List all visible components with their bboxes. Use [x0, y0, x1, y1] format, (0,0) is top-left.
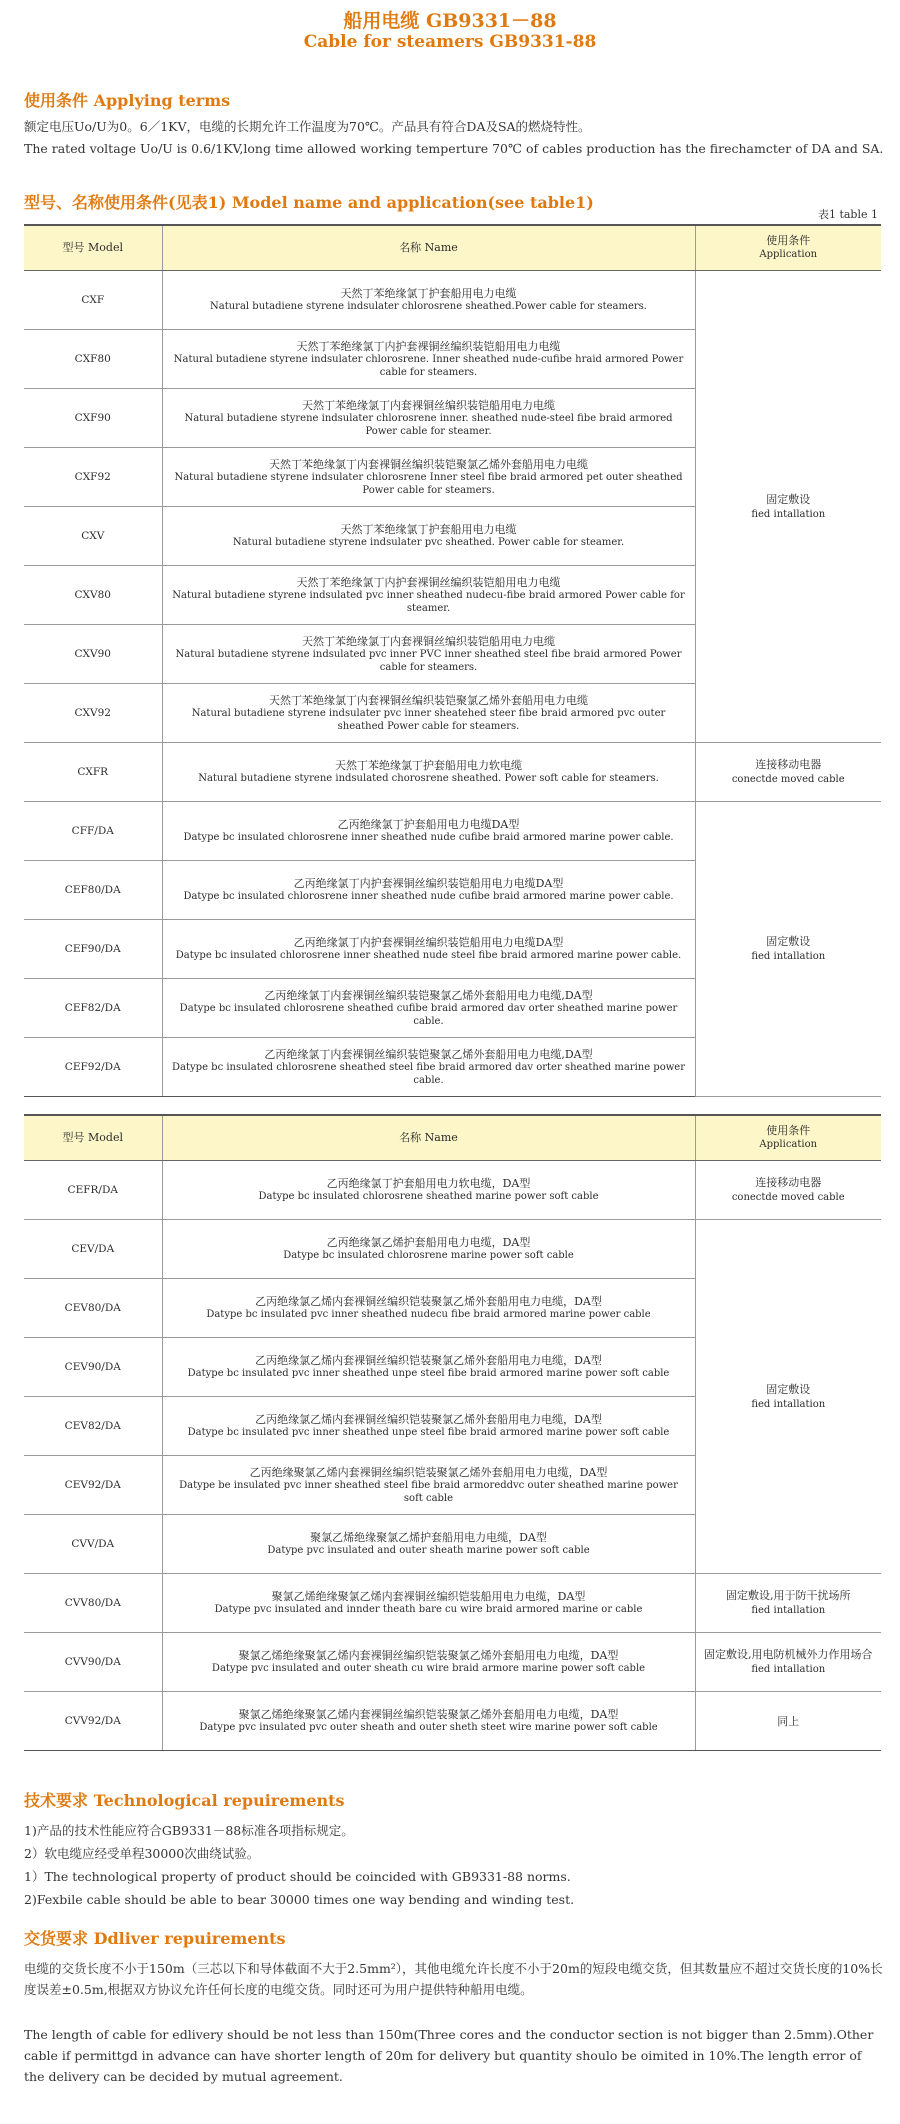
model-cell: CEF80/DA	[24, 861, 162, 920]
name-zh: 天然丁苯绝缘氯丁护套船用电力电缆	[340, 523, 517, 536]
column-header-application-zh: 使用条件	[766, 1124, 811, 1137]
name-zh: 乙丙绝缘氯丁护套船用电力软电缆，DA型	[326, 1177, 531, 1190]
name-zh: 乙丙绝缘氯乙烯护套船用电力电缆，DA型	[326, 1236, 531, 1249]
applying-terms-text-zh: 额定电压Uo/U为0。6／1KV，电缆的长期允许工作温度为70℃。产品具有符合DA及SA的燃烧特性。	[24, 119, 591, 134]
model-cell: CXF90	[24, 389, 162, 448]
application-cell	[695, 743, 881, 802]
table-row	[24, 1220, 881, 1279]
name-cell	[162, 684, 695, 743]
name-zh: 乙丙绝缘氯乙烯内套裸铜丝编织铠装聚氯乙烯外套船用电力电缆，DA型	[255, 1354, 602, 1367]
model-cell: CXF80	[24, 330, 162, 389]
name-cell	[162, 979, 695, 1038]
name-en: Datype bc insulated chlorosrene inner sheathed nude steel fibe braid armored marine power cable.	[175, 950, 682, 961]
application-cell	[695, 271, 881, 743]
model-cell: CEV82/DA	[24, 1397, 162, 1456]
name-cell	[162, 1279, 695, 1338]
name-en: Natural butadiene styrene indsulater chlorosrene inner. sheathed nude-steel fibe braid armored Power cable for steamer.	[184, 412, 673, 437]
name-en: Datype bc insulated chlorosrene inner sheathed nude cufibe braid armored marine power cable.	[183, 891, 674, 902]
name-en: Datype bc insulated pvc inner sheathed unpe steel fibe braid armored marine power soft cable	[187, 1427, 670, 1438]
name-zh: 聚氯乙烯绝缘聚氯乙烯内套裸铜丝编织铠装聚氯乙烯外套船用电力电缆，DA型	[238, 1649, 619, 1662]
model-cell: CEV/DA	[24, 1220, 162, 1279]
table-row	[24, 1633, 881, 1692]
name-zh: 天然丁苯绝缘氯丁内套裸铜丝编织装铠聚氯乙烯外套船用电力电缆	[269, 457, 588, 471]
table-header-row	[24, 1115, 881, 1161]
name-cell	[162, 271, 695, 330]
name-cell	[162, 566, 695, 625]
name-cell	[162, 1397, 695, 1456]
name-zh: 天然丁苯绝缘氯丁护套船用电力软电缆	[335, 759, 522, 772]
name-zh: 天然丁苯绝缘氯丁护套船用电力电缆	[340, 287, 517, 300]
application-en: fied intallation	[751, 1664, 826, 1675]
table-row	[24, 271, 881, 330]
application-cell	[695, 1220, 881, 1574]
table-row	[24, 802, 881, 861]
application-cell	[695, 1633, 881, 1692]
name-en: Datype bc insulated pvc inner sheathed unpe steel fibe braid armored marine power soft cable	[187, 1368, 670, 1379]
column-header-model: 型号 Model	[24, 1115, 162, 1161]
name-zh: 乙丙绝缘氯乙烯内套裸铜丝编织铠装聚氯乙烯外套船用电力电缆，DA型	[255, 1413, 602, 1426]
name-en: Natural butadiene styrene indsulater chlorosrene sheathed.Power cable for steamers.	[210, 301, 647, 312]
name-cell	[162, 1220, 695, 1279]
delivery-heading: 交货要求 Ddliver repuirements	[24, 1929, 286, 1948]
application-cell	[695, 802, 881, 1097]
name-en: Datype pvc insulated and outer sheath cu wire braid armore marine power soft cable	[211, 1663, 646, 1674]
name-en: Datype pvc insulated and outer sheath marine power soft cable	[267, 1545, 590, 1556]
application-zh: 连接移动电器	[755, 758, 822, 771]
name-zh: 乙丙绝缘氯丁内护套裸铜丝编织装铠船用电力电缆DA型	[293, 936, 564, 949]
name-en: Natural butadiene styrene indsulated chorosrene sheathed. Power soft cable for steamers.	[198, 773, 659, 784]
name-cell	[162, 1692, 695, 1751]
model-cell: CEF92/DA	[24, 1038, 162, 1097]
model-table-2	[24, 1114, 881, 1751]
model-cell: CEF90/DA	[24, 920, 162, 979]
name-en: Datype bc insulated chlorosrene sheathed marine power soft cable	[258, 1191, 599, 1202]
application-en: fied intallation	[751, 1605, 826, 1616]
application-en: fied intallation	[751, 951, 826, 962]
column-header-application-zh: 使用条件	[766, 234, 811, 247]
name-zh: 聚氯乙烯绝缘聚氯乙烯护套船用电力电缆，DA型	[310, 1531, 547, 1544]
application-en: conectde moved cable	[731, 1192, 845, 1203]
name-zh: 聚氯乙烯绝缘聚氯乙烯内套裸铜丝编织铠装船用电力电缆，DA型	[271, 1590, 586, 1603]
table-row	[24, 1574, 881, 1633]
name-en: Datype bc insulated chlorosrene marine power soft cable	[283, 1250, 574, 1261]
applying-terms-text-en: The rated voltage Uo/U is 0.6/1KV,long time allowed working temperture 70℃ of cables production has the firechamcter of DA and SA.	[24, 141, 884, 156]
name-en: Natural butadiene styrene indsulater pvc inner sheatehed steer fibe braid armored pvc outer sheathed Power cable for steamers.	[191, 707, 666, 732]
column-header-application-en: Application	[759, 1139, 818, 1150]
name-en: Datype bc insulated chlorosrene sheathed cufibe braid armored dav orter sheathed marine power cable.	[179, 1002, 678, 1027]
name-cell	[162, 1515, 695, 1574]
table-row	[24, 1692, 881, 1751]
name-zh: 乙丙绝缘聚氯乙烯内套裸铜丝编织铠装聚氯乙烯外套船用电力电缆，DA型	[249, 1465, 608, 1479]
tech-heading: 技术要求 Technological repuirements	[24, 1791, 345, 1810]
application-cell	[695, 1692, 881, 1751]
name-en: Datype pvc insulated and innder theath bare cu wire braid armored marine or cable	[214, 1604, 643, 1615]
name-cell	[162, 330, 695, 389]
name-cell	[162, 1038, 695, 1097]
application-zh: 固定敷设	[766, 935, 811, 948]
column-header-application-en: Application	[759, 249, 818, 260]
tech-line-3: 1）The technological property of product should be coincided with GB9331-88 norms.	[24, 1869, 571, 1884]
name-zh: 乙丙绝缘氯乙烯内套裸铜丝编织铠装聚氯乙烯外套船用电力电缆，DA型	[255, 1295, 602, 1308]
name-zh: 乙丙绝缘氯丁内套裸铜丝编织装铠聚氯乙烯外套船用电力电缆,DA型	[264, 1047, 593, 1061]
name-zh: 天然丁苯绝缘氯丁内套裸铜丝编织装铠聚氯乙烯外套船用电力电缆	[269, 693, 588, 707]
application-en: fied intallation	[751, 508, 826, 520]
model-cell: CFF/DA	[24, 802, 162, 861]
name-cell	[162, 507, 695, 566]
name-zh: 天然丁苯绝缘氯丁内套裸铜丝编织装铠船用电力电缆	[302, 398, 555, 412]
applying-terms-heading: 使用条件 Applying terms	[24, 91, 231, 110]
name-cell	[162, 743, 695, 802]
name-cell	[162, 1338, 695, 1397]
model-cell: CXV90	[24, 625, 162, 684]
column-header-name: 名称 Name	[162, 225, 695, 271]
application-zh: 固定敷设	[766, 1382, 811, 1396]
application-zh: 固定敷设,用电防机械外力作用场合	[704, 1648, 873, 1661]
model-cell: CXF	[24, 271, 162, 330]
name-zh: 聚氯乙烯绝缘聚氯乙烯内套裸铜丝编织铠装聚氯乙烯外套船用电力电缆，DA型	[238, 1708, 619, 1721]
model-cell: CEV90/DA	[24, 1338, 162, 1397]
name-cell	[162, 448, 695, 507]
model-cell: CEFR/DA	[24, 1161, 162, 1220]
delivery-text-zh: 电缆的交货长度不小于150m（三芯以下和导体截面不大于2.5mm²），其他电缆允许长度不小于20m的短段电缆交货，但其数量应不超过交货长度的10%长度误差±0.5m,根据双方协议允许任何长度的电缆交货。同时还可为用户提供特种船用电缆。	[24, 1961, 883, 1997]
name-cell	[162, 920, 695, 979]
tech-line-2: 2）软电缆应经受单程30000次曲绕试验。	[24, 1846, 260, 1861]
model-table-1	[24, 224, 881, 1097]
name-en: Datype bc insulated chlorosrene sheathed steel fibe braid armored dav orter sheathed marine power cable.	[172, 1061, 685, 1086]
model-cell: CEV92/DA	[24, 1456, 162, 1515]
application-zh: 固定敷设,用于防干扰场所	[726, 1589, 851, 1602]
name-cell	[162, 1633, 695, 1692]
name-en: Datype bc insulated pvc inner sheathed nudecu fibe braid armored marine power cable	[206, 1309, 651, 1320]
name-zh: 天然丁苯绝缘氯丁内套裸铜丝编织装铠船用电力电缆	[302, 634, 555, 648]
name-cell	[162, 861, 695, 920]
column-header-application	[695, 225, 881, 271]
name-en: Datype pvc insulated pvc outer sheath and outer sheth steet wire marine power soft cable	[199, 1722, 658, 1733]
application-en: conectde moved cable	[731, 774, 845, 785]
application-en: fied intallation	[751, 1398, 826, 1410]
model-cell: CVV/DA	[24, 1515, 162, 1574]
page-title-zh: 船用电缆 GB9331－88	[343, 10, 557, 32]
application-zh: 同上	[777, 1714, 800, 1728]
name-zh: 天然丁苯绝缘氯丁内护套裸铜丝编织装铠船用电力电缆	[296, 575, 561, 589]
column-header-model: 型号 Model	[24, 225, 162, 271]
application-zh: 固定敷设	[766, 492, 811, 506]
model-section-heading: 型号、名称使用条件(见表1) Model name and application(see table1)	[24, 193, 594, 212]
column-header-application	[695, 1115, 881, 1161]
model-cell: CXF92	[24, 448, 162, 507]
name-en: Natural butadiene styrene indsulated pvc inner sheathed nudecu-fibe braid armored Power cable for steamer.	[172, 589, 685, 614]
name-zh: 乙丙绝缘氯丁护套船用电力电缆DA型	[337, 818, 520, 831]
table-header-row	[24, 225, 881, 271]
model-cell: CXFR	[24, 743, 162, 802]
application-cell	[695, 1574, 881, 1633]
tech-line-4: 2)Fexbile cable should be able to bear 30000 times one way bending and winding test.	[24, 1892, 575, 1907]
model-cell: CVV80/DA	[24, 1574, 162, 1633]
name-zh: 乙丙绝缘氯丁内护套裸铜丝编织装铠船用电力电缆DA型	[293, 877, 564, 890]
application-cell	[695, 1161, 881, 1220]
model-cell: CXV80	[24, 566, 162, 625]
model-cell: CVV92/DA	[24, 1692, 162, 1751]
name-en: Natural butadiene styrene indsulater pvc sheathed. Power cable for steamer.	[232, 537, 625, 548]
name-en: Datype be insulated pvc inner sheathed steel fibe braid armoreddvc outer sheathed marine power soft cable	[179, 1479, 678, 1504]
name-zh: 乙丙绝缘氯丁内套裸铜丝编织装铠聚氯乙烯外套船用电力电缆,DA型	[264, 988, 593, 1002]
name-cell	[162, 1456, 695, 1515]
model-cell: CEF82/DA	[24, 979, 162, 1038]
name-cell	[162, 1574, 695, 1633]
name-cell	[162, 625, 695, 684]
model-cell: CXV	[24, 507, 162, 566]
name-en: Natural butadiene styrene indsulater chlorosrene. Inner sheathed nude-cufibe hraid armored Power cable for steamers.	[173, 353, 684, 378]
column-header-name: 名称 Name	[162, 1115, 695, 1161]
name-en: Natural butadiene styrene indsulated pvc inner PVC inner sheathed steel fibe braid armored Power cable for steamers.	[175, 648, 682, 673]
name-cell	[162, 389, 695, 448]
name-en: Natural butadiene styrene indsulater chlorosrene Inner steel fibe braid armored pet outer sheathed Power cable for steamers.	[174, 471, 683, 496]
table-row	[24, 1161, 881, 1220]
name-en: Datype bc insulated chlorosrene inner sheathed nude cufibe braid armored marine power cable.	[183, 832, 674, 843]
model-cell: CEV80/DA	[24, 1279, 162, 1338]
page-title-en: Cable for steamers GB9331-88	[303, 32, 597, 52]
table-row	[24, 743, 881, 802]
name-cell	[162, 802, 695, 861]
model-cell: CVV90/DA	[24, 1633, 162, 1692]
name-cell	[162, 1161, 695, 1220]
tech-line-1: 1)产品的技术性能应符合GB9331－88标准各项指标规定。	[24, 1823, 354, 1838]
model-cell: CXV92	[24, 684, 162, 743]
application-zh: 连接移动电器	[755, 1176, 822, 1189]
delivery-text-en: The length of cable for edlivery should be not less than 150m(Three cores and the conductor section is not bigger than 2.5mm).Other cable if permittgd in advance can have shorter length of 20m for delivery but quantity shoulo be oimited in 10%.The length error of the delivery can be decided by mutual agreement.	[24, 2027, 874, 2084]
name-zh: 天然丁苯绝缘氯丁内护套裸铜丝编织装铠船用电力电缆	[296, 339, 561, 353]
table-note: 表1 table 1	[817, 208, 878, 221]
